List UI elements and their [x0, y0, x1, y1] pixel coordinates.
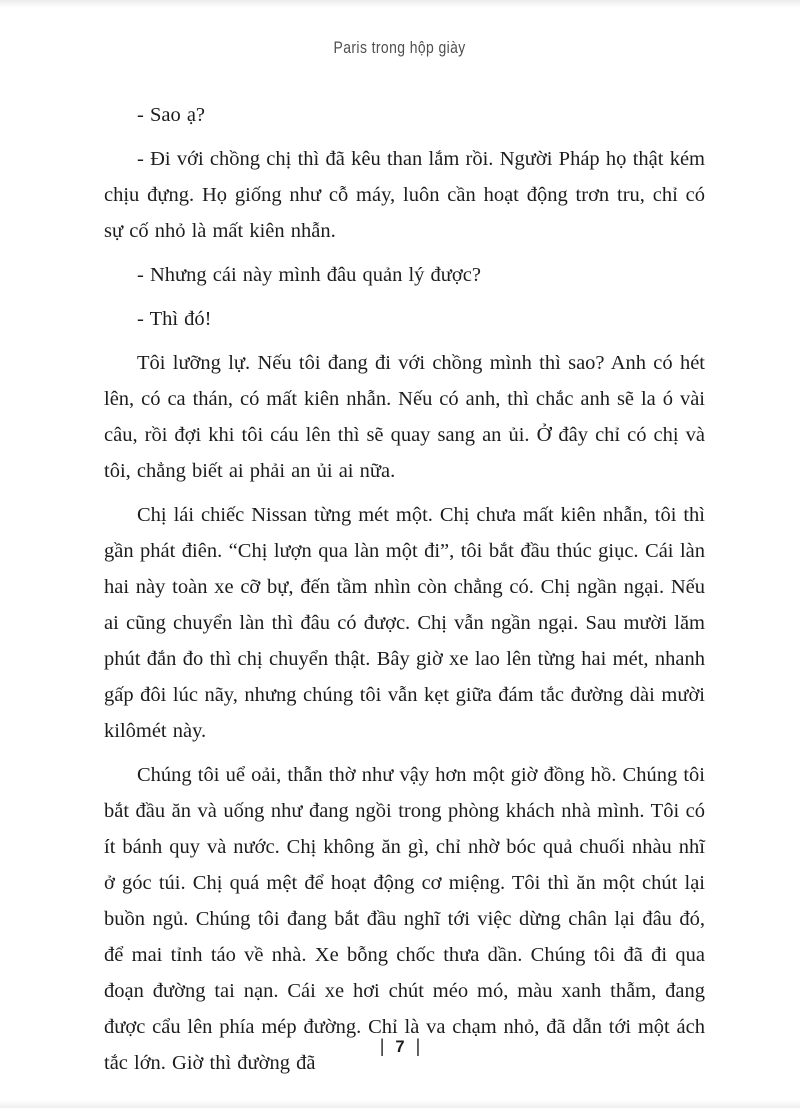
paragraph: Chị lái chiếc Nissan từng mét một. Chị chưa mất kiên nhẫn, tôi thì gần phát điên. “Chị lượn qua làn một đi”, tôi bắt đầu thúc giục. Cái làn hai này toàn xe cỡ bự, đến tầm nhìn còn chẳng có. Chị ngần ngại. Nếu ai cũng chuyển làn thì đâu có được. Chị vẫn ngần ngại. Sau mười lăm phút đắn đo thì chị chuyển thật. Bây giờ xe lao lên từng hai mét, nhanh gấp đôi lúc nãy, nhưng chúng tôi vẫn kẹt giữa đám tắc đường dài mười kilômét này. — [104, 504, 705, 742]
scan-artifact-bottom — [0, 1100, 800, 1108]
running-header — [0, 38, 800, 58]
dialogue-line: - Đi với chồng chị thì đã kêu than lắm rồi. Người Pháp họ thật kém chịu đựng. Họ giống như cỗ máy, luôn cần hoạt động trơn tru, chỉ có sự cố nhỏ là mất kiên nhẫn. — [104, 148, 705, 242]
scan-artifact-top — [0, 0, 800, 8]
footer-right-bar: | — [415, 1036, 421, 1056]
footer-left-bar: | — [379, 1036, 385, 1056]
page-footer — [0, 1036, 800, 1057]
running-header-title: Paris trong hộp giày — [333, 38, 467, 57]
dialogue-line: - Nhưng cái này mình đâu quản lý được? — [137, 264, 481, 286]
dialogue-line: - Sao ạ? — [137, 104, 206, 126]
page-number: 7 — [395, 1038, 405, 1056]
page-text — [104, 97, 705, 1089]
paragraph: Tôi lưỡng lự. Nếu tôi đang đi với chồng mình thì sao? Anh có hét lên, có ca thán, có mất kiên nhẫn. Nếu có anh, thì chắc anh sẽ la ó vài câu, rồi đợi khi tôi cáu lên thì sẽ quay sang an ủi. Ở đây chỉ có chị và tôi, chẳng biết ai phải an ủi ai nữa. — [104, 352, 705, 482]
dialogue-line: - Thì đó! — [137, 308, 212, 330]
paragraph: Chúng tôi uể oải, thẫn thờ như vậy hơn một giờ đồng hồ. Chúng tôi bắt đầu ăn và uống như đang ngồi trong phòng khách nhà mình. Tôi có ít bánh quy và nước. Chị không ăn gì, chỉ nhờ bóc quả chuối nhàu nhĩ ở góc túi. Chị quá mệt để hoạt động cơ miệng. Tôi thì ăn một chút lại buồn ngủ. Chúng tôi đang bắt đầu nghĩ tới việc dừng chân lại đâu đó, để mai tỉnh táo về nhà. Xe bỗng chốc thưa dần. Chúng tôi đã đi qua đoạn đường tai nạn. Cái xe hơi chút méo mó, màu xanh thẫm, đang được cẩu lên phía mép đường. Chỉ là va chạm nhỏ, đã dẫn tới một ách tắc lớn. Giờ thì đường đã — [104, 764, 705, 1074]
